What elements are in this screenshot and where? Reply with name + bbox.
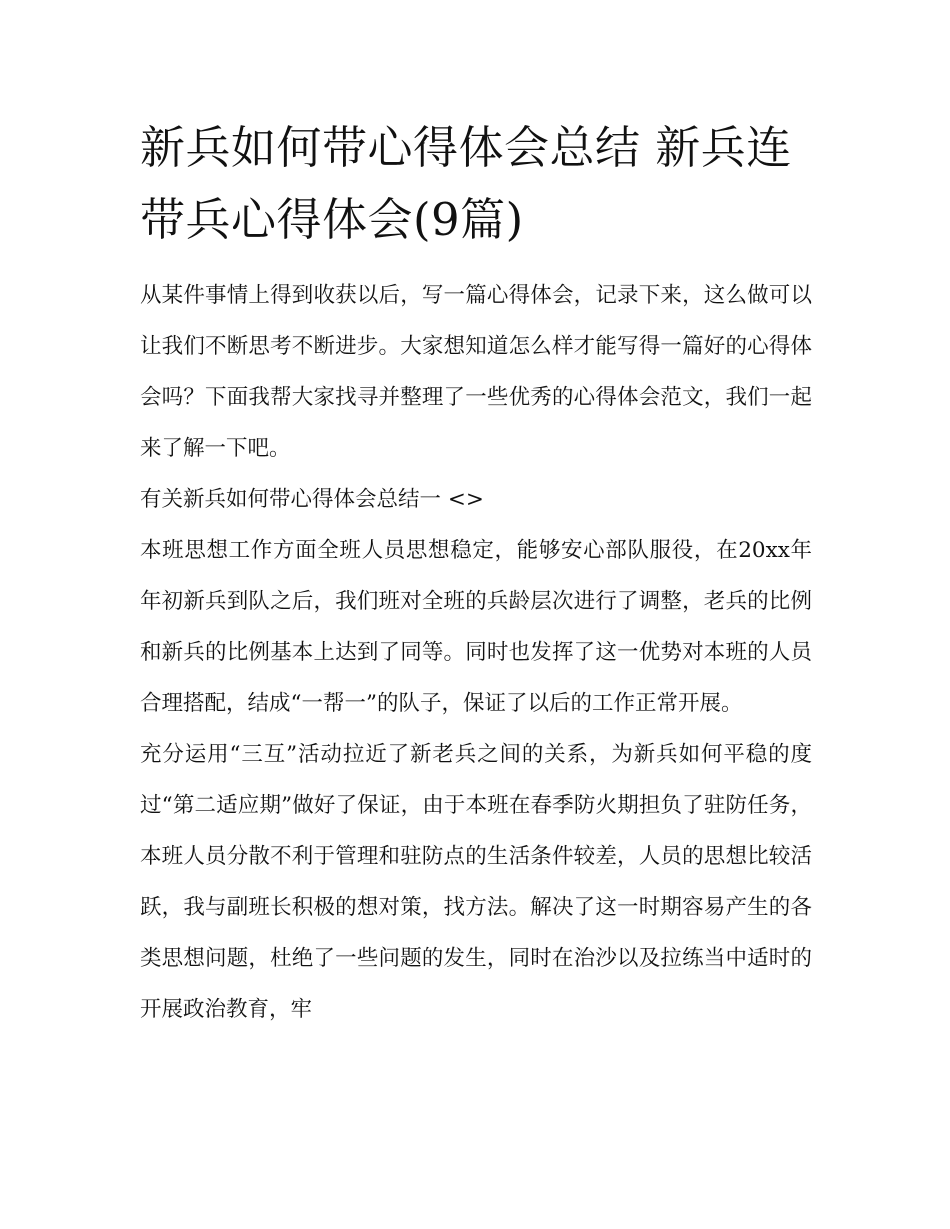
intro-paragraph: 从某件事情上得到收获以后，写一篇心得体会，记录下来，这么做可以让我们不断思考不断进步。大家想知道怎么样才能写得一篇好的心得体会吗？下面我帮大家找寻并整理了一些优秀的心得体会范文，我们一起来了解一下吧。 xyxy=(140,283,812,461)
document-title: 新兵如何带心得体会总结 新兵连带兵心得体会(9篇) xyxy=(140,121,792,246)
body-paragraph: 本班思想工作方面全班人员思想稳定，能够安心部队服役，在20xx年年初新兵到队之后，我们班对全班的兵龄层次进行了调整，老兵的比例和新兵的比例基本上达到了同等。同时也发挥了这一优势对本班的人员合理搭配，结成“一帮一”的队子，保证了以后的工作正常开展。 xyxy=(140,538,812,716)
document-page xyxy=(140,112,812,1035)
body-paragraph: 充分运用“三互”活动拉近了新老兵之间的关系，为新兵如何平稳的度过“第二适应期”做好了保证，由于本班在春季防火期担负了驻防任务，本班人员分散不利于管理和驻防点的生活条件较差，人员的思想比较活跃，我与副班长积极的想对策，找方法。解决了这一时期容易产生的各类思想问题，杜绝了一些问题的发生，同时在治沙以及拉练当中适时的开展政治教育，牢 xyxy=(140,742,812,1022)
section-heading: 有关新兵如何带心得体会总结一 <> xyxy=(140,487,484,512)
document-body xyxy=(140,270,812,1035)
